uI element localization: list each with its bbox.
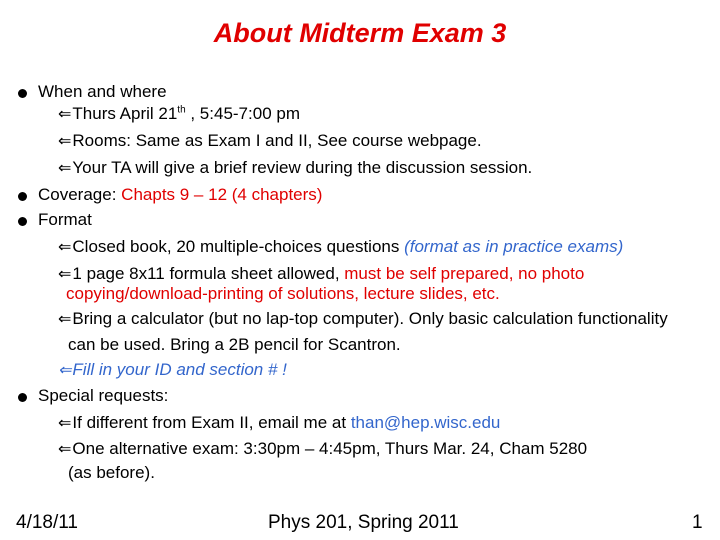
bullet-icon (18, 217, 27, 226)
section-heading-format: Format (38, 210, 92, 229)
left-arrow-icon: ⇐ (58, 266, 72, 283)
list-item-continued: can be used. Bring a 2B pencil for Scantron. (68, 335, 401, 354)
list-item: ⇐If different from Exam II, email me at than@hep.wisc.edu (58, 413, 501, 432)
footer-date: 4/18/11 (16, 512, 78, 533)
list-item: ⇐Rooms: Same as Exam I and II, See course webpage. (58, 131, 482, 150)
left-arrow-icon: ⇐ (58, 415, 72, 432)
formula-sheet-rule: must be self prepared, no photo (344, 264, 585, 283)
section-heading-when: When and where (38, 82, 167, 101)
format-note: (format as in practice exams) (404, 237, 624, 256)
section-coverage: Coverage: Chapts 9 – 12 (4 chapters) (38, 185, 323, 204)
footer-page-number: 1 (692, 512, 703, 533)
slide-title: About Midterm Exam 3 (213, 18, 507, 48)
contact-email[interactable]: than@hep.wisc.edu (350, 413, 501, 432)
list-item: ⇐Closed book, 20 multiple-choices questions (format as in practice exams) (58, 237, 624, 256)
section-heading-special: Special requests: (38, 386, 169, 405)
left-arrow-icon: ⇐ (58, 311, 72, 328)
footer-course: Phys 201, Spring 2011 (268, 512, 459, 533)
left-arrow-icon: ⇐ (58, 160, 72, 177)
bullet-icon (18, 393, 27, 402)
list-item: ⇐1 page 8x11 formula sheet allowed, must be self prepared, no photo (58, 264, 585, 283)
left-arrow-icon: ⇐ (58, 133, 72, 150)
left-arrow-icon: ⇐ (58, 441, 72, 458)
list-item: ⇐Fill in your ID and section # ! (58, 360, 287, 379)
bullet-icon (18, 89, 27, 98)
left-arrow-icon: ⇐ (58, 362, 72, 379)
list-item: ⇐One alternative exam: 3:30pm – 4:45pm, Thurs Mar. 24, Cham 5280 (58, 439, 588, 458)
list-item: ⇐Bring a calculator (but no lap-top computer). Only basic calculation functionality (58, 309, 668, 328)
coverage-chapters: Chapts 9 – 12 (4 chapters) (121, 185, 323, 204)
bullet-icon (18, 192, 27, 201)
list-item: ⇐Your TA will give a brief review during the discussion session. (58, 158, 533, 177)
left-arrow-icon: ⇐ (58, 239, 72, 256)
formula-sheet-rule-continued: copying/download-printing of solutions, lecture slides, etc. (66, 284, 500, 303)
list-item-continued: (as before). (68, 463, 155, 482)
list-item: ⇐Thurs April 21th , 5:45-7:00 pm (58, 104, 300, 123)
left-arrow-icon: ⇐ (58, 106, 72, 123)
